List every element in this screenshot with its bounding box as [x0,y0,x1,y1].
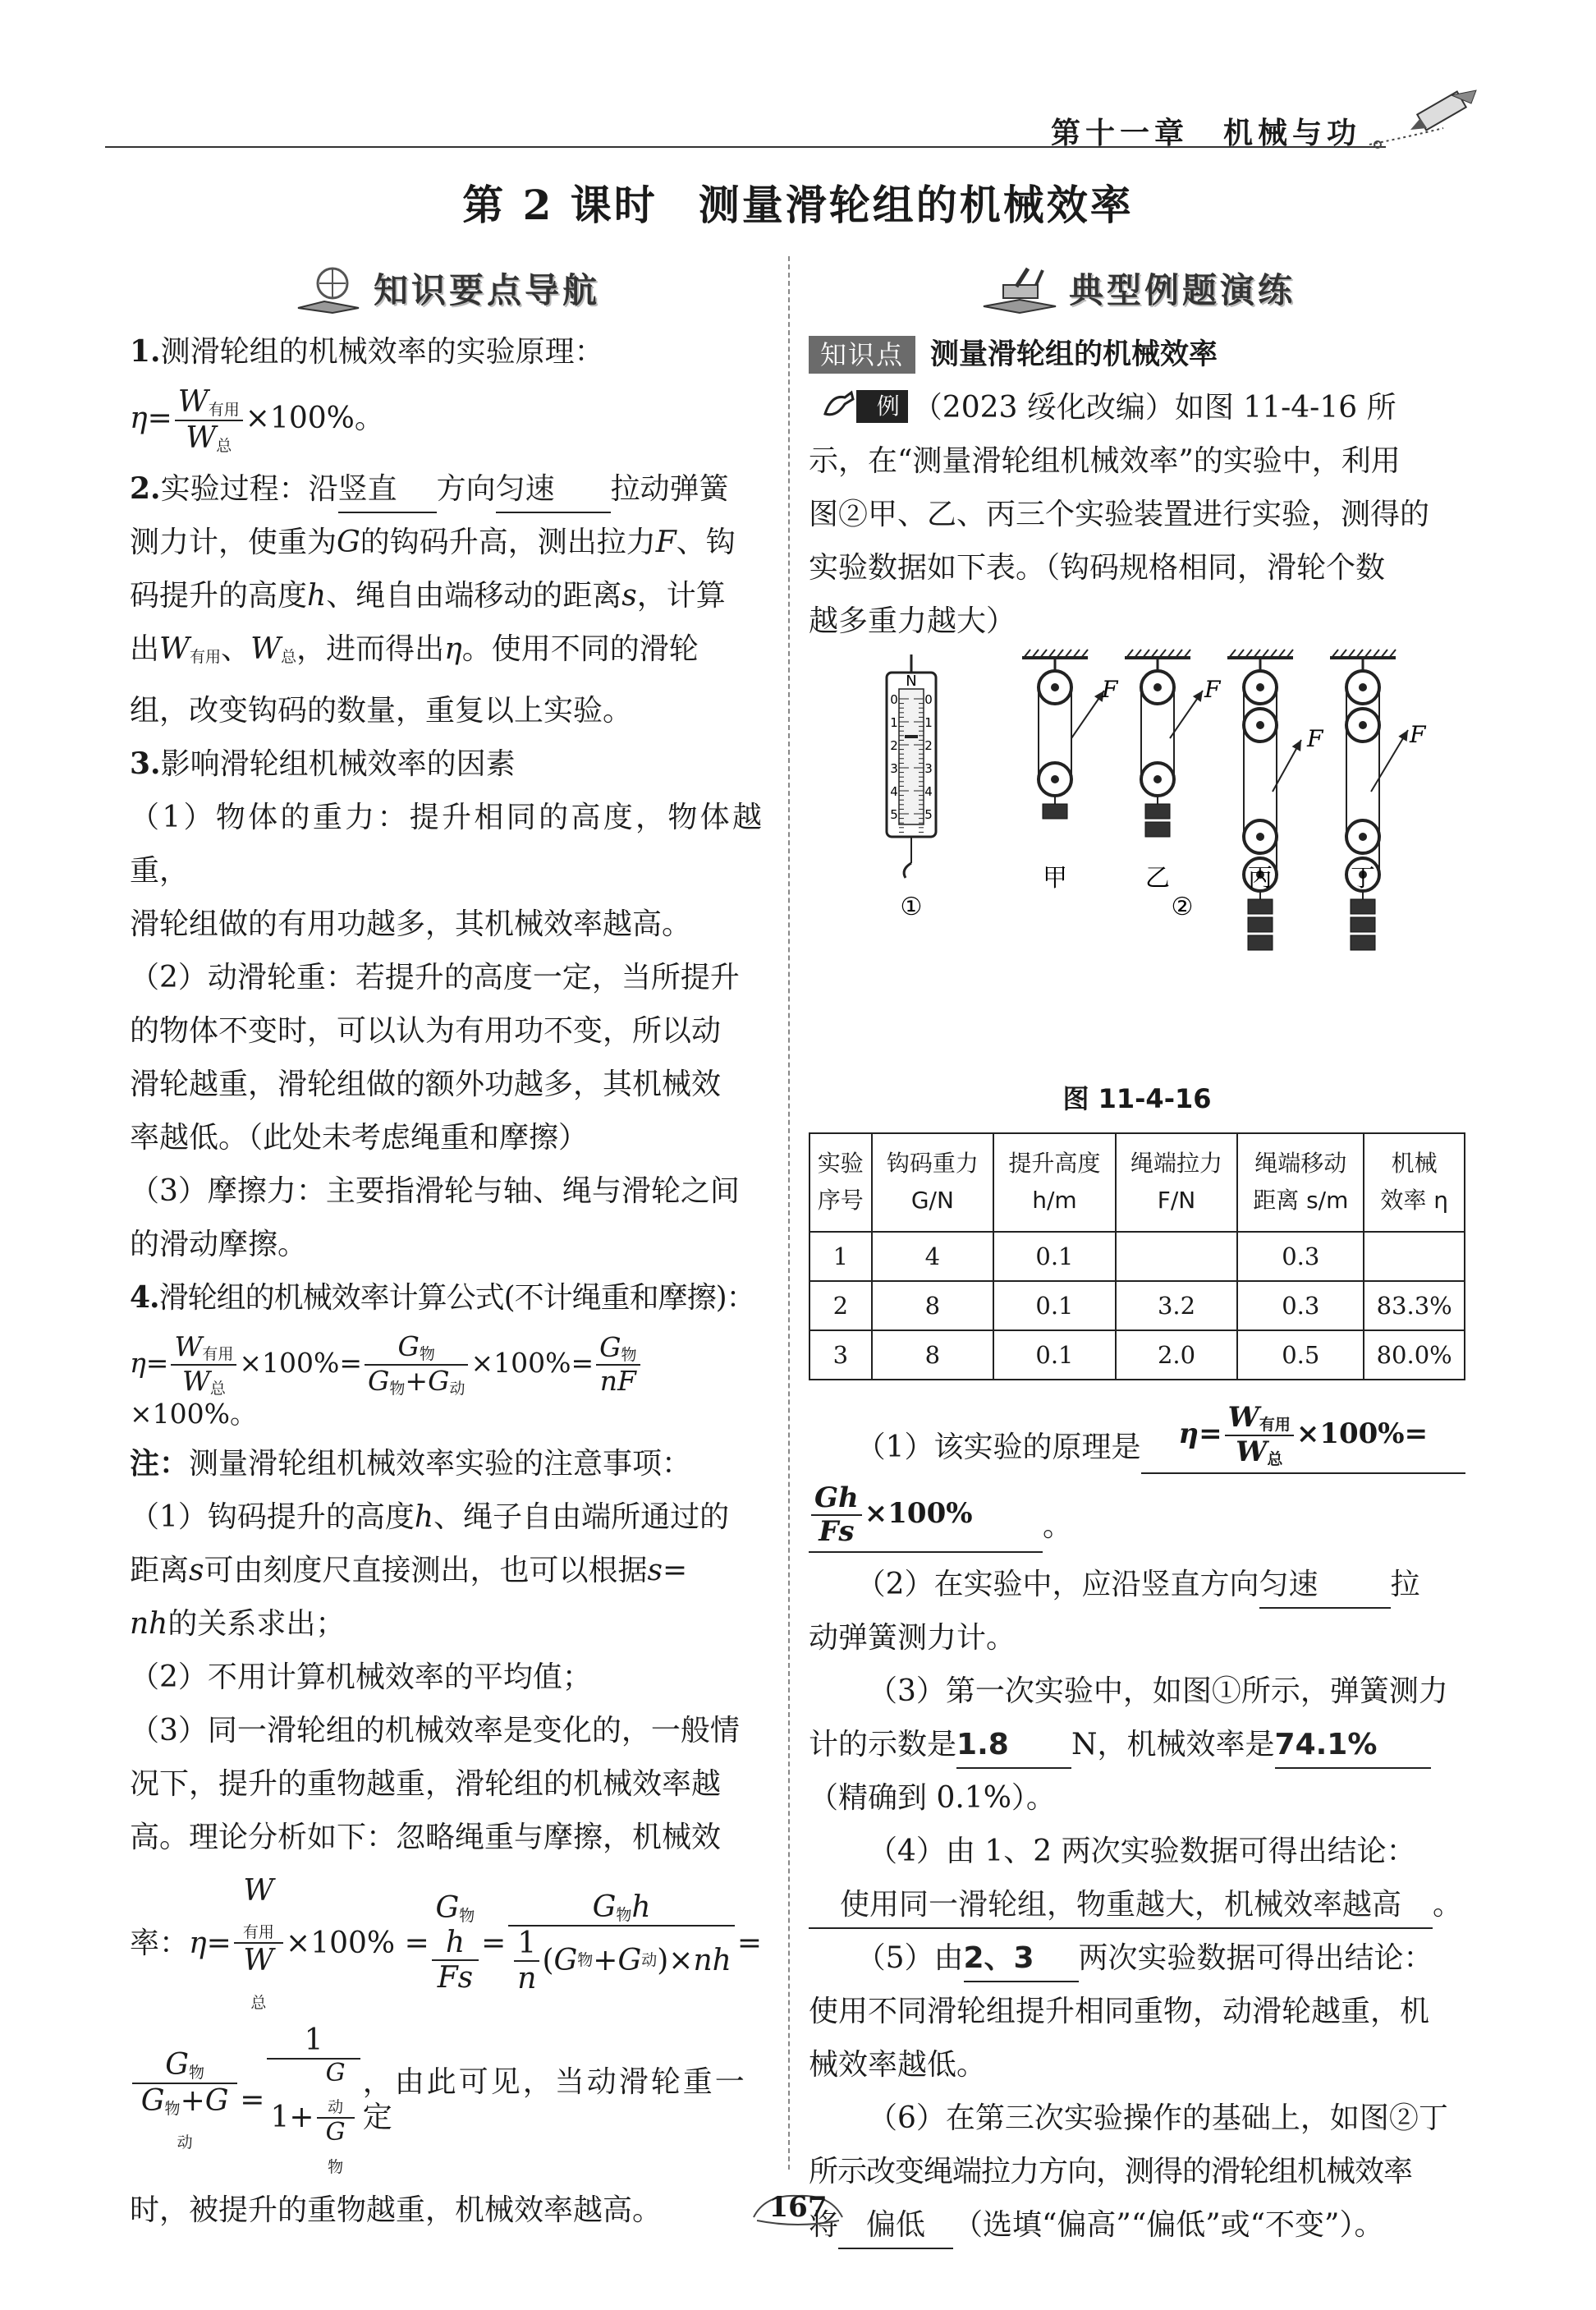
table-cell: 2 [809,1281,872,1330]
table-header-cell: 提升高度 h/m [993,1133,1116,1232]
point-4: 4.滑轮组的机械效率计算公式(不计绳重和摩擦)： [130,1279,755,1315]
knowledge-point-bar [809,330,1465,379]
force-arrow [1371,730,1408,792]
force-label: F [1102,676,1118,703]
knowledge-point-title: 测量滑轮组的机械效率 [930,338,1218,371]
pulley-setup [1227,650,1324,950]
scale-tick-label: 3 [890,761,898,776]
lesson-name: 测量滑轮组的机械效率 [698,181,1134,229]
table-cell: 3 [809,1330,872,1380]
table-header-cell: 绳端移动 距离 s/m [1237,1133,1364,1232]
knowledge-column: 知识要点导航 1.测滑轮组的机械效率的实验原理： η= $\frac{\text{W有用}}{\text{W总}}$ ×100%。 2.实验过程：沿竖直 方向匀速 拉动弹簧 测力计，使重为G的钩码升高，测出拉力F、钩 码提升的高度h、绳自由端移动的距离s，计算 出W有用、W总，进而得出η。使用不同的滑轮 组，改变钩码的数量，重复以上实验。 3.影响滑轮组机械效率的因素 （1）物体的重力：提升相同的高度，物体越重， 滑轮组做的有用功越多，其机械效率越高。 （2）动滑轮重：若提升的高度一定，当所提升 的物体不变时，可以认为有用功不变，所以动 滑轮越重，滑轮组做的额外功越多，其机械效 率越低。（此处未考虑绳重和摩擦） （3）摩擦力：主要指滑轮与轴、绳与滑轮之间 的滑动摩擦。 4.滑轮组的机械效率计算公式(不计绳重和摩擦)： η= $\frac{\text{W有用}}{\text{W总}}$ ×100%= $\frac{\text{G物}}{\text{G物+G动}}$ ×100%= $\frac{\text{G物}}{nF}$ ×100%。 注：测量滑轮组机械效率实验的注意事项： （1）钩码提升的高度h、绳子自由端所通过的 距离s可由刻度尺直接测出，也可以根据s= nh的关系求出； （2）不用计算机械效率的平均值； （3）同一滑轮组的机械效率是变化的，一般情 况下，提升的重物越重，滑轮组的机械效率越 高。理论分析如下：忽略绳重与摩擦，机械效 率： η = $\frac{\text{W有用}}{\text{W总}}$ ×100% = $\frac{\text{G物h}}{Fs}$ = G物h $\frac{1}{n}$ ( G 物 + G 动 ) ×nh = $\frac{\text{G物}}{\text{G物+G动}}$ = 1 1+ $\frac{\text{G动}}{\text{G物}}$ ，由此可见，当动滑轮重一定 时，被提升的重物越重，机械效率越高。 [130,255,762,2237]
table-cell: 2.0 [1116,1330,1238,1380]
page-title [0,172,1596,232]
table-cell: 0.5 [1237,1330,1364,1380]
scale-tick-label: 2 [924,738,933,753]
point-2: 2.实验过程：沿竖直 方向匀速 拉动弹簧 [130,462,762,516]
scale-tick-label: 3 [924,761,933,776]
formula-derivation: 率： η = $\frac{\text{W有用}}{\text{W总}}$ ×100% = $\frac{\text{G物h}}{Fs}$ = G物h $\frac{1}{n}$ ( G 物 + G 动 ) ×nh = [130,1873,762,2012]
figure-caption: 图 11-4-16 [1062,1083,1212,1114]
answer-principle: η= $\frac{\text{W有用}}{\text{W总}}$ ×100%= [1141,1402,1466,1474]
answer-scale-reading: 1.8 [956,1723,1071,1769]
hook-weight [1043,804,1067,819]
pulley-setup [1125,650,1222,893]
figure-mark-1: ① [900,893,923,921]
table-cell: 8 [872,1281,994,1330]
pulley-setup [1330,650,1427,950]
point-1: 1.测滑轮组的机械效率的实验原理： [130,334,604,369]
hook-weight [1351,899,1375,914]
table-cell: 4 [872,1232,994,1281]
section-heading-examples [809,255,1465,325]
column-divider [788,256,790,2170]
scale-tick-label: 2 [890,738,898,753]
setup-label: 乙 [1145,864,1170,893]
table-row [809,1232,1465,1281]
table-cell: 0.1 [993,1281,1116,1330]
question-3: （3）第一次实验中，如图①所示，弹簧测力 [868,1674,1448,1708]
table-cell: 3.2 [1116,1281,1238,1330]
page-header [105,105,1484,154]
pulley-figure [809,648,1465,1075]
hook-weight [1248,899,1273,914]
scale-tick-label: 5 [890,807,898,822]
scale-tick-label: 1 [924,715,933,730]
scale-tick-label: 4 [924,784,933,799]
question-4: （4）由 1、2 两次实验数据可得出结论： [868,1834,1416,1868]
example-stem: 例 （2023 绥化改编）如图 11-4-16 所 [809,381,1465,434]
table-cell: 0.1 [993,1330,1116,1380]
table-cell: 0.3 [1237,1281,1364,1330]
scale-tick-label: 0 [890,692,898,707]
scale-tick-label: 5 [924,807,933,822]
table-header-cell: 实验 序号 [809,1133,872,1232]
setup-label: 甲 [1043,864,1067,893]
table-header-cell: 机械 效率 η [1364,1133,1465,1232]
table-cell [1116,1232,1238,1281]
scale-tick-label: 0 [924,692,933,707]
question-5: （5）由2、3 两次实验数据可得出结论： [809,1931,1465,1985]
page-number: 167 [749,2184,847,2230]
answer-efficiency: 74.1% [1275,1723,1431,1769]
chapter-title: 第十一章 机械与功 [1050,117,1361,150]
question-1: （1）该实验的原理是 η= $\frac{\text{W有用}}{\text{W总}}$ ×100%= $\frac{Gh}{Fs}$ ×100% 。 [809,1402,1465,1553]
pencil-icon [1361,87,1484,153]
table-cell: 1 [809,1232,872,1281]
answer-conclusion-1: 使用同一滑轮组，物重越大，机械效率越高 [809,1883,1433,1929]
table-cell [1364,1232,1465,1281]
table-header-cell: 绳端拉力 F/N [1116,1133,1238,1232]
answer-lower: 偏低 [838,2203,953,2249]
pencil-hand-icon [820,389,856,422]
scale-tick-label: 4 [890,784,898,799]
lesson-number: 第 2 课时 [462,181,658,229]
table-row [809,1281,1465,1330]
table-header-cell: 钩码重力 G/N [872,1133,994,1232]
section-title: 典型例题演练 [1068,269,1296,310]
data-table [809,1132,1465,1380]
section-title: 知识要点导航 [373,269,600,310]
formula-efficiency: η= $\frac{\text{W有用}}{\text{W总}}$ ×100%= $\frac{\text{G物}}{\text{G物+G动}}$ ×100%= $\frac{\text{G物}}{nF}$ ×100%。 [130,1331,762,1431]
note: 注：测量滑轮组机械效率实验的注意事项： [130,1445,692,1481]
table-cell: 0.1 [993,1232,1116,1281]
table-cell: 83.3% [1364,1281,1465,1330]
hook-weight [1145,804,1170,819]
spring-scale [887,654,936,921]
pulley-diagram [809,648,1465,1075]
formula-principle: η= $\frac{\text{W有用}}{\text{W总}}$ ×100%。 [130,385,384,455]
force-label: F [1307,725,1323,752]
answer-vertical: 竖直 [338,467,437,513]
hook-weight [1145,822,1170,837]
hook-weight [1351,935,1375,950]
pulley-setup [1022,650,1119,893]
answer-principle-cont: $\frac{Gh}{Fs}$ ×100% [809,1482,1043,1553]
setup-label: 丙 [1248,864,1273,893]
force-label: F [1410,721,1426,748]
force-label: F [1204,676,1221,703]
question-2: （2）在实验中，应沿竖直方向匀速 拉 [809,1558,1465,1611]
hook-weight [1248,917,1273,932]
scale-unit-label: N [906,673,917,690]
scale-tick-label: 1 [890,715,898,730]
hook-weight [1351,917,1375,932]
scale-hook [904,863,911,878]
question-6: （6）在第三次实验操作的基础上，如图②丁 [868,2101,1448,2135]
table-cell: 8 [872,1330,994,1380]
table-cell: 80.0% [1364,1330,1465,1380]
example-column: 典型例题演练 知识点 测量滑轮组的机械效率 例 （2023 绥化改编）如图 11-4-16 所 示，在“测量滑轮组机械效率”的实验中，利用 图②甲、乙、丙三个实验装置进行实验，测得的 实验数据如下表。（钩码规格相同，滑轮个数 越多重力越大） N 0 0 1 1 2 2 3 3 4 4 5 5 ① F 甲 F 乙 F 丙 F 丁 ② 图 11-4-16 实验 序号 钩码重力 G/N 提升高度 h/m 绳端拉力 F/N 绳端移动 距离 s/m 机械 效率 η 1 4 0.1 0.3 2 8 0.1 3.2 0.3 83.3% 3 8 0.1 2.0 0.5 80.0% （1）该实验的原理是 η= $\frac{\text{W有用}}{\text{W总}}$ ×100%= $\frac{Gh}{Fs}$ ×100% 。 （2）在实验中，应沿竖直方向匀速 拉 动弹簧测力计。 （3）第一次实验中，如图①所示，弹簧测力 计的示数是1.8 N，机械效率是74.1% （精确到 0.1%）。 （4）由 1、2 两次实验数据可得出结论： 使用同一滑轮组，物重越大，机械效率越高 。 （5）由2、3 两次实验数据可得出结论： 使用不同滑轮组提升相同重物，动滑轮越重，机 械效率越低。 （6）在第三次实验操作的基础上，如图②丁 所示改变绳端拉力方向，测得的滑轮组机械效率 将 偏低 （选填“偏高”“偏低”或“不变”）。 [809,255,1465,2252]
book-globe-icon [291,265,365,315]
section-heading-knowledge [130,255,762,325]
books-pencil-icon [979,265,1061,315]
example-tag: 例 [856,390,907,423]
figure-mark-2: ② [1171,893,1194,921]
answer-uniform-speed: 匀速 [1259,1563,1391,1609]
answer-experiments: 2、3 [964,1936,1079,1982]
formula-conclusion: $\frac{\text{G物}}{\text{G物+G动}}$ = 1 1+ $\frac{\text{G动}}{\text{G物}}$ ，由此可见，当动滑轮重一定 [130,2023,762,2176]
setup-label: 丁 [1351,864,1375,893]
point-3: 3.影响滑轮组机械效率的因素 [130,746,516,781]
table-cell: 0.3 [1237,1232,1364,1281]
hook-weight [1248,935,1273,950]
table-row [809,1330,1465,1380]
knowledge-point-tag: 知识点 [809,336,915,374]
answer-uniform: 匀速 [496,467,611,513]
